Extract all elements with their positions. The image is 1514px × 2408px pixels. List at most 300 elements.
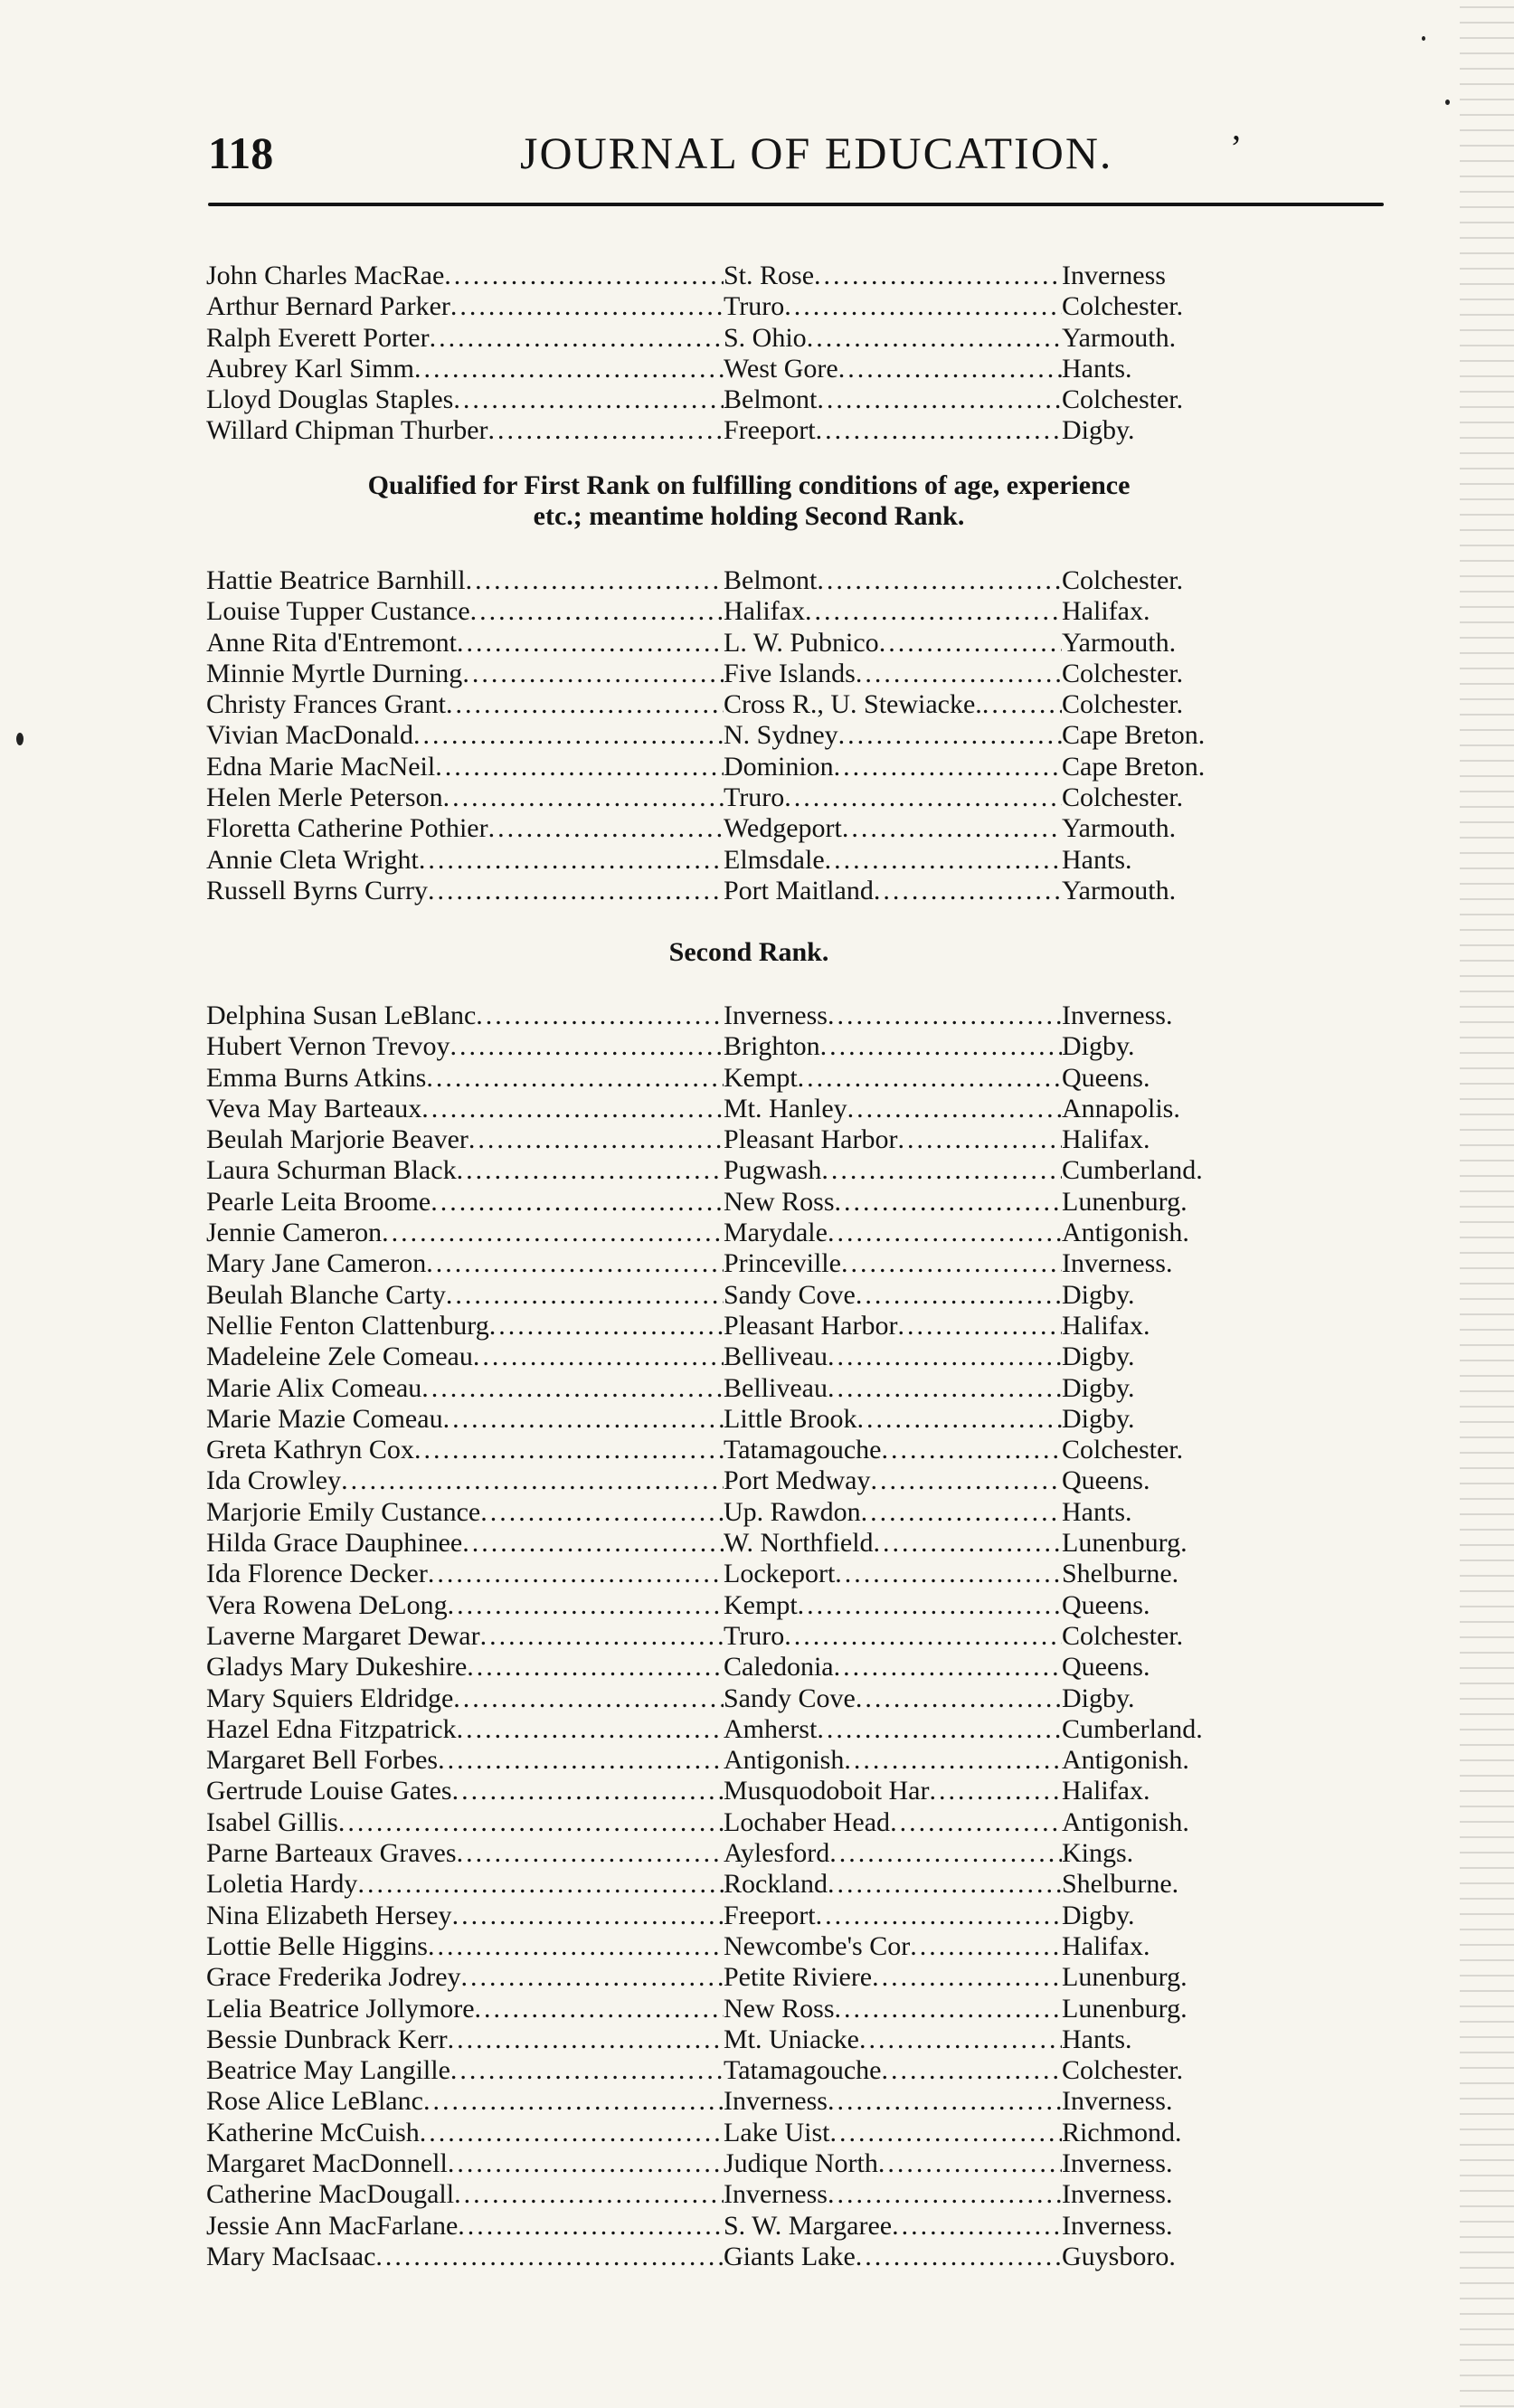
entry-place: Belliveau [724, 1372, 828, 1403]
entry-place: Belmont [724, 565, 818, 595]
entry-place: Halifax [724, 596, 805, 627]
roster-entry [206, 1994, 1292, 2024]
entry-county: Cape Breton. [1062, 720, 1206, 751]
leader-dots [448, 1590, 724, 1621]
entry-place: Amherst [724, 1713, 818, 1744]
entry-place: Kempt [724, 1589, 798, 1620]
entry-name-cell [206, 720, 724, 751]
roster-entry [206, 1869, 1292, 1900]
entry-name-cell [206, 1590, 724, 1621]
leader-dots [428, 876, 724, 906]
entry-place: Truro [724, 291, 785, 322]
entry-name: Marie Alix Comeau [206, 1372, 422, 1403]
roster-entry [206, 1187, 1292, 1218]
roster-entry [206, 354, 1292, 384]
entry-place-cell [724, 1776, 1062, 1806]
roster-entry [206, 1000, 1292, 1031]
leader-dots [452, 1901, 724, 1931]
entry-county: Inverness. [1062, 2086, 1173, 2117]
entry-county: Colchester. [1062, 782, 1184, 813]
leader-dots [488, 813, 724, 844]
roster-entry [206, 1435, 1292, 1465]
entry-name: Isabel Gillis [206, 1806, 338, 1837]
entry-county: Lunenburg. [1062, 1186, 1188, 1217]
leader-dots [881, 2055, 1062, 2086]
roster-entry [206, 1962, 1292, 1993]
entry-county: Yarmouth. [1062, 875, 1177, 905]
entry-place: Lake Uist [724, 2117, 830, 2147]
entry-place-cell [724, 1341, 1062, 1372]
entry-name: Lottie Belle Higgins [206, 1930, 428, 1961]
entry-place-cell [724, 1528, 1062, 1559]
entry-name: Christy Frances Grant [206, 689, 446, 720]
entry-name-cell [206, 291, 724, 322]
leader-dots [461, 1962, 724, 1993]
roster-entry [206, 291, 1292, 322]
entry-name-cell [206, 384, 724, 415]
entry-name-cell [206, 2024, 724, 2055]
leader-dots [841, 1248, 1062, 1279]
page-number: 118 [208, 128, 274, 178]
entry-name: John Charles MacRae [206, 261, 445, 290]
entry-name: Marie Mazie Comeau [206, 1403, 443, 1434]
leader-dots [829, 1838, 1062, 1869]
leader-dots [784, 1621, 1062, 1652]
entry-county: Colchester. [1062, 1435, 1184, 1465]
roster-entry [206, 1063, 1292, 1094]
roster-entry [206, 261, 1292, 291]
roster-entry [206, 1559, 1292, 1589]
entry-place: Truro [724, 1620, 785, 1651]
leader-dots [475, 1994, 724, 2024]
entry-county: Inverness. [1062, 2147, 1173, 2178]
leader-dots [805, 596, 1062, 627]
entry-place: West Gore [724, 353, 838, 384]
roster-entry [206, 720, 1292, 751]
leader-dots [842, 813, 1062, 844]
entry-name-cell [206, 2179, 724, 2210]
entry-name: Helen Merle Peterson [206, 782, 443, 813]
leader-dots [444, 261, 724, 291]
roster-entry [206, 1465, 1292, 1496]
entry-name: Rose Alice LeBlanc [206, 2086, 423, 2117]
roster-entry [206, 1683, 1292, 1714]
entry-place-cell [724, 323, 1062, 354]
roster-entry [206, 1838, 1292, 1869]
entry-place: Musquodoboit Har [724, 1776, 930, 1806]
leader-dots [457, 1838, 724, 1869]
roster-entry [206, 752, 1292, 782]
entry-name-cell [206, 2148, 724, 2179]
entry-place: Belliveau [724, 1341, 828, 1372]
entry-place-cell [724, 1248, 1062, 1279]
leader-dots [820, 1031, 1062, 1062]
entry-name: Ralph Everett Porter [206, 322, 430, 353]
leader-dots [446, 1280, 724, 1311]
entry-name: Nina Elizabeth Hersey [206, 1900, 452, 1930]
entry-place-cell [724, 1031, 1062, 1062]
entry-name: Lloyd Douglas Staples [206, 384, 454, 415]
scan-speck [1422, 36, 1425, 41]
entry-place: Tatamagouche [724, 2055, 882, 2086]
entry-place-cell [724, 1124, 1062, 1155]
leader-dots [453, 1683, 724, 1714]
roster-entry [206, 1280, 1292, 1311]
entry-place: Judique North [724, 2147, 878, 2178]
leader-dots [817, 1714, 1062, 1745]
entry-name: Vera Rowena DeLong [206, 1589, 448, 1620]
leader-dots [357, 1869, 724, 1900]
header-mark: ʼ [1230, 128, 1243, 168]
entry-place: Kempt [724, 1062, 798, 1093]
entry-name-cell [206, 1218, 724, 1248]
entry-name: Louise Tupper Custance [206, 596, 470, 627]
entry-place: New Ross [724, 1993, 835, 2024]
roster-entry [206, 1155, 1292, 1186]
entry-place-cell [724, 1155, 1062, 1186]
roster-entry [206, 2086, 1292, 2117]
roster-entry [206, 1124, 1292, 1155]
entry-name-cell [206, 845, 724, 876]
entry-place: Caledonia [724, 1652, 834, 1683]
leader-dots [462, 659, 724, 689]
entry-place: N. Sydney [724, 720, 838, 751]
roster-entry [206, 2148, 1292, 2179]
entry-name: Grace Frederika Jodrey [206, 1962, 461, 1993]
leader-dots [426, 1248, 724, 1279]
entry-place: Elmsdale [724, 844, 825, 875]
entry-place-cell [724, 2024, 1062, 2055]
entry-place-cell [724, 1621, 1062, 1652]
leader-dots [872, 1962, 1062, 1993]
leader-dots [930, 1776, 1063, 1806]
leader-dots [341, 1465, 724, 1496]
entry-county: Cumberland. [1062, 1713, 1203, 1744]
entry-place: Pleasant Harbor [724, 1124, 898, 1155]
entry-name: Jessie Ann MacFarlane [206, 2210, 459, 2241]
entry-name: Margaret MacDonnell [206, 2147, 448, 2178]
roster-entry [206, 1807, 1292, 1838]
entry-place-cell [724, 1931, 1062, 1962]
roster-entry [206, 415, 1292, 446]
entry-place: Newcombe's Cor [724, 1930, 911, 1961]
leader-dots [462, 1528, 724, 1559]
entry-name-cell [206, 1776, 724, 1806]
entry-county: Colchester. [1062, 1620, 1184, 1651]
entry-place-cell [724, 1218, 1062, 1248]
entry-name: Edna Marie MacNeil [206, 751, 436, 782]
leader-dots [421, 1373, 724, 1404]
entry-name: Hazel Edna Fitzpatrick [206, 1713, 457, 1744]
leader-dots [443, 1404, 724, 1435]
entry-place-cell [724, 1465, 1062, 1496]
entry-county: Inverness [1062, 261, 1166, 290]
leader-dots [489, 1311, 724, 1341]
entry-place-cell [724, 876, 1062, 906]
entry-place: Brighton [724, 1031, 820, 1062]
leader-dots [421, 1094, 724, 1124]
leader-dots [798, 1063, 1062, 1094]
entry-place: Petite Riviere [724, 1962, 873, 1993]
leader-dots [382, 1218, 724, 1248]
entry-name: Russell Byrns Curry [206, 875, 429, 905]
entry-place-cell [724, 1901, 1062, 1931]
leader-dots [897, 1311, 1062, 1341]
entry-county: Lunenburg. [1062, 1528, 1188, 1559]
entry-county: Colchester. [1062, 291, 1184, 322]
entry-name-cell [206, 261, 724, 291]
entry-place-cell [724, 752, 1062, 782]
leader-dots [450, 291, 724, 322]
entry-name-cell [206, 2055, 724, 2086]
entry-place-cell [724, 2211, 1062, 2242]
leader-dots [467, 1652, 724, 1683]
entry-name: Laverne Margaret Dewar [206, 1620, 480, 1651]
leader-dots [414, 1435, 724, 1465]
entry-name-cell [206, 1901, 724, 1931]
roster-entry [206, 2118, 1292, 2148]
section-heading-line: Second Rank. [668, 937, 829, 967]
entry-name: Loletia Hardy [206, 1869, 358, 1900]
leader-dots [473, 1341, 724, 1372]
entry-county: Hants. [1062, 2024, 1132, 2054]
entry-place-cell [724, 596, 1062, 627]
entry-place-cell [724, 2086, 1062, 2117]
leader-dots [838, 354, 1062, 384]
entry-name-cell [206, 1559, 724, 1589]
roster-entry [206, 1248, 1292, 1279]
entry-name-cell [206, 2086, 724, 2117]
entry-place: Up. Rawdon [724, 1496, 861, 1527]
entry-place: Little Brook [724, 1403, 857, 1434]
entry-name-cell [206, 2118, 724, 2148]
entry-county: Digby. [1062, 1683, 1135, 1713]
entry-place: Rockland [724, 1869, 828, 1900]
entry-name-cell [206, 1838, 724, 1869]
entry-name-cell [206, 1341, 724, 1372]
entry-place: Dominion [724, 751, 834, 782]
entry-name-cell [206, 1155, 724, 1186]
entry-place-cell [724, 1745, 1062, 1776]
entry-place: New Ross [724, 1186, 835, 1217]
entry-county: Antigonish. [1062, 1806, 1189, 1837]
entry-name-cell [206, 659, 724, 689]
roster-entry [206, 1528, 1292, 1559]
leader-dots [784, 782, 1062, 813]
leader-dots [910, 1931, 1062, 1962]
roster-entry [206, 1776, 1292, 1806]
entry-name: Floretta Catherine Pothier [206, 813, 488, 844]
entry-county: Halifax. [1062, 596, 1150, 627]
leader-dots [847, 1094, 1062, 1124]
entry-name-cell [206, 1465, 724, 1496]
entry-place: S. Ohio [724, 322, 807, 353]
leader-dots [814, 261, 1062, 291]
roster-entry [206, 782, 1292, 813]
entry-name: Jennie Cameron [206, 1218, 383, 1248]
entry-name: Nellie Fenton Clattenburg [206, 1310, 489, 1341]
leader-dots [859, 2024, 1062, 2055]
entry-place-cell [724, 1869, 1062, 1900]
entry-place: Freeport [724, 415, 816, 446]
roster-entry [206, 689, 1292, 720]
entry-place-cell [724, 782, 1062, 813]
entry-place: Port Medway [724, 1465, 871, 1496]
entry-name: Ida Crowley [206, 1465, 342, 1496]
entry-county: Halifax. [1062, 1930, 1150, 1961]
entry-name: Mary Squiers Eldridge [206, 1683, 454, 1713]
entry-place: Freeport [724, 1900, 816, 1930]
leader-dots [828, 2179, 1062, 2210]
entry-county: Colchester. [1062, 565, 1184, 595]
entry-name: Katherine McCuish [206, 2117, 420, 2147]
leader-dots [457, 628, 724, 659]
entry-place-cell [724, 565, 1062, 596]
leader-dots [828, 1218, 1062, 1248]
entry-name: Vivian MacDonald [206, 720, 413, 751]
entry-place-cell [724, 2055, 1062, 2086]
roster-entry [206, 2211, 1292, 2242]
roster-entry [206, 1404, 1292, 1435]
leader-dots [458, 2211, 724, 2242]
entry-name-cell [206, 1869, 724, 1900]
leader-dots [856, 1683, 1062, 1714]
entry-name: Beatrice May Langille [206, 2055, 450, 2086]
roster-entry [206, 1590, 1292, 1621]
entry-name: Gladys Mary Dukeshire [206, 1652, 468, 1683]
roster-entry [206, 1341, 1292, 1372]
leader-dots [835, 1559, 1062, 1589]
entry-county: Antigonish. [1062, 1745, 1189, 1776]
roster-entry [206, 1901, 1292, 1931]
entry-name-cell [206, 1094, 724, 1124]
roster-entry [206, 1373, 1292, 1404]
entry-county: Inverness. [1062, 2179, 1173, 2210]
entry-place: Cross R., U. Stewiacke. [724, 689, 982, 720]
leader-dots [457, 1155, 724, 1186]
entry-place-cell [724, 2118, 1062, 2148]
leader-dots [816, 415, 1062, 446]
entry-name-cell [206, 1124, 724, 1155]
leader-dots [431, 1187, 724, 1218]
entry-county: Queens. [1062, 1589, 1150, 1620]
entry-place-cell [724, 1683, 1062, 1714]
entry-county: Shelburne. [1062, 1559, 1179, 1589]
leader-dots [835, 1187, 1062, 1218]
leader-dots [892, 2211, 1062, 2242]
entry-name: Laura Schurman Black [206, 1155, 457, 1186]
entry-name: Hattie Beatrice Barnhill [206, 565, 466, 595]
entry-name-cell [206, 323, 724, 354]
entry-name: Willard Chipman Thurber [206, 415, 488, 446]
leader-dots [897, 1124, 1062, 1155]
leader-dots [423, 2086, 724, 2117]
leader-dots [449, 1031, 724, 1062]
roster-entry [206, 384, 1292, 415]
entry-place: Inverness [724, 2086, 828, 2117]
entry-name: Madeleine Zele Comeau [206, 1341, 473, 1372]
roster-entry [206, 1218, 1292, 1248]
entry-county: Guysboro. [1062, 2241, 1176, 2271]
entry-name-cell [206, 1714, 724, 1745]
leader-dots [807, 323, 1062, 354]
entry-name-cell [206, 596, 724, 627]
roster-entry [206, 323, 1292, 354]
entry-name-cell [206, 1031, 724, 1062]
entry-name: Beulah Marjorie Beaver [206, 1124, 468, 1155]
entry-place-cell [724, 1994, 1062, 2024]
entry-place: L. W. Pubnico [724, 627, 879, 658]
entry-name-cell [206, 415, 724, 446]
leader-dots [488, 415, 724, 446]
entry-name: Delphina Susan LeBlanc [206, 1000, 477, 1030]
entry-place-cell [724, 261, 1062, 291]
leader-dots [468, 1124, 724, 1155]
leader-dots [828, 1373, 1062, 1404]
entry-place: Belmont [724, 384, 818, 415]
entry-name: Hubert Vernon Trevoy [206, 1031, 450, 1062]
leader-dots [828, 1341, 1062, 1372]
entry-place: Lochaber Head [724, 1806, 891, 1837]
leader-dots [450, 2055, 724, 2086]
leader-dots [414, 354, 724, 384]
entry-place-cell [724, 2242, 1062, 2272]
entry-place-cell [724, 720, 1062, 751]
entry-name-cell [206, 2242, 724, 2272]
entry-place: Sandy Cove [724, 1279, 856, 1310]
entry-name: Lelia Beatrice Jollymore [206, 1993, 475, 2024]
leader-dots [413, 720, 724, 751]
roster-entry [206, 845, 1292, 876]
leader-dots [457, 1714, 724, 1745]
leader-dots [828, 1869, 1062, 1900]
entry-county: Halifax. [1062, 1776, 1150, 1806]
entry-place: Sandy Cove [724, 1683, 856, 1713]
entry-name-cell [206, 1280, 724, 1311]
leader-dots [838, 720, 1062, 751]
entry-county: Yarmouth. [1062, 627, 1177, 658]
leader-dots [428, 1559, 724, 1589]
leader-dots [419, 845, 724, 876]
entry-name: Gertrude Louise Gates [206, 1776, 452, 1806]
entry-name-cell [206, 1248, 724, 1279]
entry-place: Pugwash [724, 1155, 822, 1186]
entry-county: Lunenburg. [1062, 1993, 1188, 2024]
entry-place: Tatamagouche [724, 1435, 882, 1465]
leader-dots [420, 2118, 724, 2148]
section-heading [206, 470, 1292, 532]
entry-county: Cape Breton. [1062, 751, 1206, 782]
leader-dots [480, 1497, 724, 1528]
entry-name-cell [206, 689, 724, 720]
entry-place: W. Northfield [724, 1528, 874, 1559]
entry-name: Greta Kathryn Cox [206, 1435, 414, 1465]
leader-dots [834, 1652, 1062, 1683]
entry-county: Lunenburg. [1062, 1962, 1188, 1993]
entry-name-cell [206, 1435, 724, 1465]
entry-name-cell [206, 1683, 724, 1714]
roster-entry [206, 1031, 1292, 1062]
roster-section [206, 1000, 1292, 2272]
entry-name: Ida Florence Decker [206, 1559, 428, 1589]
entry-name: Bessie Dunbrack Kerr [206, 2024, 448, 2054]
leader-dots [452, 1776, 724, 1806]
leader-dots [856, 1280, 1062, 1311]
entry-place-cell [724, 813, 1062, 844]
leader-dots [861, 1497, 1062, 1528]
leader-dots [448, 2148, 724, 2179]
entry-county: Antigonish. [1062, 1218, 1189, 1248]
